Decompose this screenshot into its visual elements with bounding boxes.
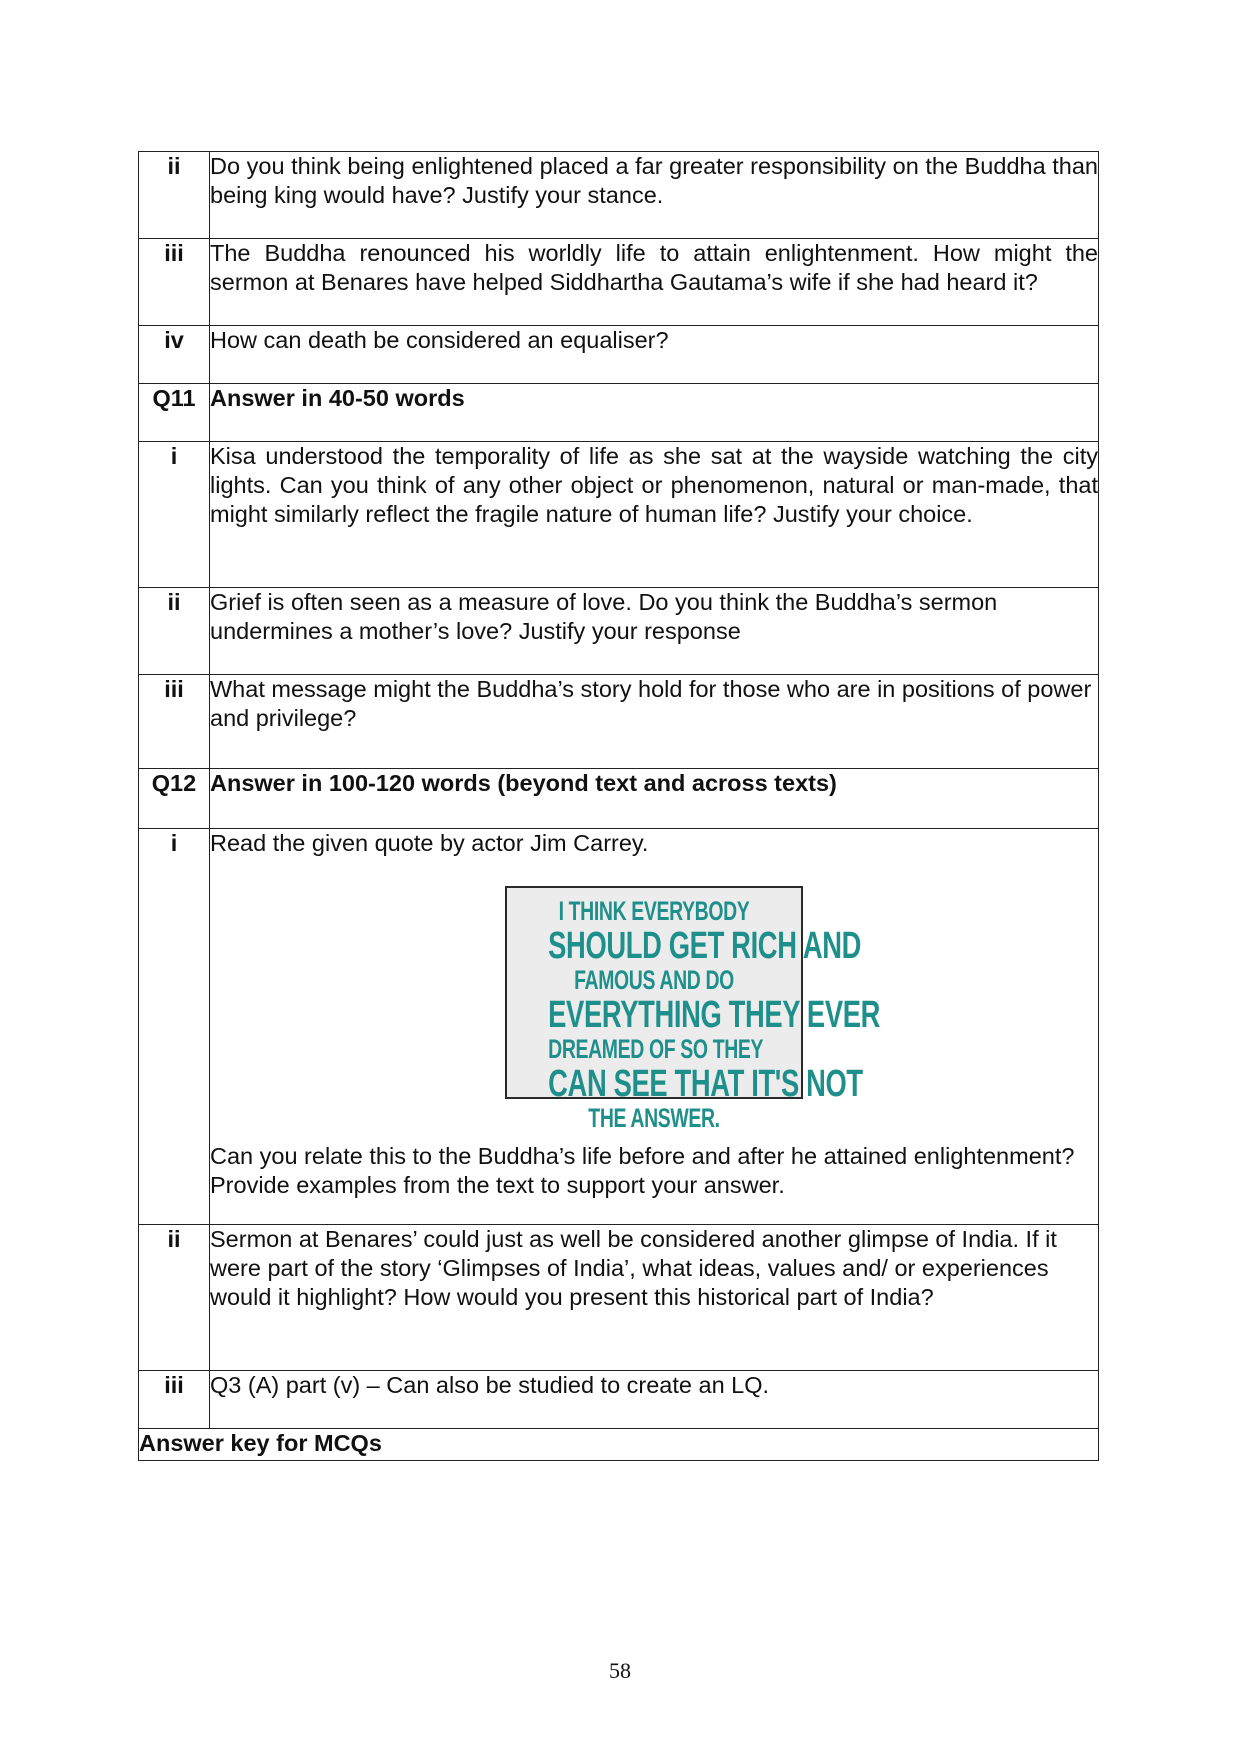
question-number: iii [139,1371,210,1429]
question-number: ii [139,152,210,239]
quote-line: EVERYTHING THEY EVER [548,994,881,1036]
question-number: iii [139,239,210,326]
question-number: ii [139,1225,210,1371]
answer-key-row [139,1429,1099,1461]
section-number: Q12 [139,769,210,829]
question-number: i [139,829,210,1225]
table-row [139,675,1099,769]
question-number: ii [139,588,210,675]
question-text: Can you relate this to the Buddha’s life before and after he attained enlightenment? [210,1143,1075,1169]
question-cell [210,829,1099,1225]
quote-image [505,886,881,1133]
table-row [139,152,1099,239]
quote-line: CAN SEE THAT IT'S NOT [548,1063,863,1105]
quote-line: I THINK EVERYBODY [558,896,750,926]
table-row [139,239,1099,326]
table-row [139,1225,1099,1371]
question-text: Grief is often seen as a measure of love. Do you think the Buddha’s sermon undermines a mother’s love? Justify your response [210,588,1099,675]
answer-key-heading: Answer key for MCQs [139,1429,1099,1461]
questions-table [138,151,1099,1461]
quote-figure [210,858,1098,1142]
question-text: What message might the Buddha’s story hold for those who are in positions of power and privilege? [210,675,1099,769]
table-row [139,588,1099,675]
table-row [139,1371,1099,1429]
question-text: Sermon at Benares’ could just as well be considered another glimpse of India. If it were part of the story ‘Glimpses of India’, what ideas, values and/ or experiences would it highlight? How would you present this historical part of India? [210,1225,1099,1371]
question-text: The Buddha renounced his worldly life to attain enlightenment. How might the sermon at Benares have helped Siddhartha Gautama’s wife if she had heard it? [210,239,1099,326]
table-row [139,326,1099,384]
quote-line: SHOULD GET RICH AND [548,925,862,967]
question-text: Q3 (A) part (v) – Can also be studied to create an LQ. [210,1371,1099,1429]
question-text-2: Provide examples from the text to support your answer. [210,1172,785,1198]
section-heading: Answer in 100-120 words (beyond text and across texts) [210,769,1099,829]
section-number: Q11 [139,384,210,442]
quote-line: FAMOUS AND DO [574,965,734,995]
section-row [139,769,1099,829]
page-number: 58 [609,1658,631,1683]
table-row [139,829,1099,1225]
question-number: iv [139,326,210,384]
question-number: iii [139,675,210,769]
question-text: How can death be considered an equaliser? [210,326,1099,384]
question-number: i [139,442,210,588]
quote-line: DREAMED OF SO THEY [548,1034,764,1064]
question-intro: Read the given quote by actor Jim Carrey. [210,830,649,856]
question-text: Kisa understood the temporality of life as she sat at the wayside watching the city lights. Can you think of any other object or phenomenon, natural or man-made, that might similarly reflect the fragile nature of human life? Justify your choice. [210,442,1099,588]
section-heading: Answer in 40-50 words [210,384,1099,442]
table-row [139,442,1099,588]
question-text: Do you think being enlightened placed a far greater responsibility on the Buddha than being king would have? Justify your stance. [210,152,1099,239]
section-row [139,384,1099,442]
quote-line: THE ANSWER. [588,1103,720,1133]
